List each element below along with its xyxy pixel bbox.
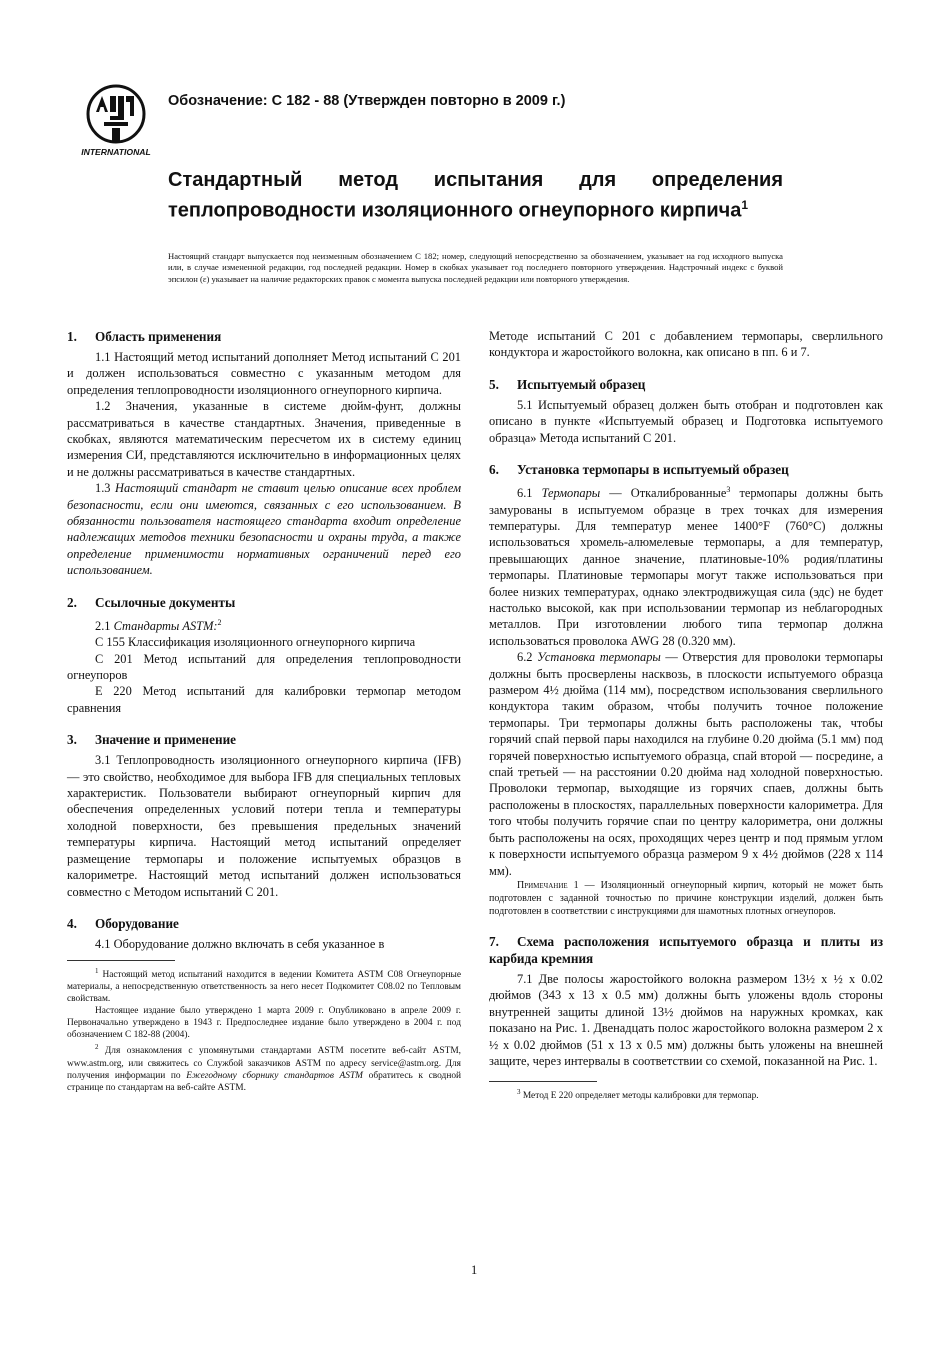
footnote-2: $^2$ Для ознакомления с упомянутыми стандартами ASTM посетите веб-сайт ASTM, www.astm.org, или свяжитесь со Службой заказчиков ASTM по адресу service@astm.org. Для получения информации по Ежегодному сборнику стандартов ASTM обратитесь к сводной странице по стандартам на веб-сайте ASTM.: [67, 1043, 462, 1093]
para-4-1: 4.1 Оборудование должно включать в себя указанное в: [95, 936, 385, 951]
footnote-divider: [489, 1081, 597, 1082]
logo-letters-icon: [96, 96, 134, 142]
para-6-1: 6.1 Термопары — Откалиброванные$^3$ термопары должны быть замурованы в испытуемом образце в трех точках для измерения температуры. Для температур менее 1400°F (760°C) должны использоваться хромель-алюмелевые термопары, а для температур, превышающих данное значение, платиновые-10% родия/платины термопары. Платиновые термопары могут также использоваться при более низких температурах, однако электродвижущая сила (эдс) не будет настолько высокой, как при использовании термопар из неблагородных металлов. При изготовлении любого типа термопар должна использоваться проволока AWG 28 (0.320 мм).: [489, 485, 883, 648]
footnote-ref-3[interactable]: 3: [726, 485, 731, 495]
right-column: [489, 328, 883, 1102]
section-3-heading: 3. Значение и применение: [67, 732, 237, 748]
designation: Обозначение: C 182 - 88 (Утвержден повторно в 2009 г.): [168, 93, 566, 109]
astm-logo: [74, 82, 158, 158]
note-1: Примечание 1 — Изоляционный огнеупорный кирпич, который не может быть подготовлен с заданной точностью по причине конструкции изделий, должен быть подготовлен в соответствии с инструкциями для шамотных плотных огнеупоров.: [489, 879, 883, 917]
para-5-1: 5.1 Испытуемый образец должен быть отобран и подготовлен как описано в пункте «Испытуемый образец и Подготовка испытуемого образца» Метода испытаний C 201.: [489, 397, 883, 445]
left-column: [67, 328, 461, 1094]
footnote-3: $^3$ Метод E 220 определяет методы калибровки для термопар.: [517, 1088, 759, 1102]
para-2-1: 2.1 Стандарты ASTM:$^2$: [95, 617, 222, 633]
footnote-1-approval: Настоящее издание было утверждено 1 марта 2009 г. Опубликовано в апреле 2009 г. Первоначально утверждено в 1943 г. Предпоследнее издание было утверждено в 2004 г. под обозначением C 182-88 (2004).: [67, 1006, 461, 1041]
para-1-1: 1.1 Настоящий метод испытаний дополняет Метод испытаний C 201 и должен использоваться совместно с указанным методом для определения теплопроводности изоляционного огнеупорного кирпича.: [67, 350, 461, 397]
reference-c155: C 155 Классификация изоляционного огнеупорного кирпича: [95, 635, 416, 650]
logo-text: INTERNATIONAL: [81, 147, 151, 157]
section-4-heading: 4. Оборудование: [67, 915, 179, 931]
section-6-heading: 6. Установка термопары в испытуемый образец: [489, 462, 789, 478]
reference-e220: E 220 Метод испытаний для калибровки термопар методом сравнения: [67, 684, 461, 715]
document-title: [168, 168, 783, 224]
intro-text: Настоящий стандарт выпускается под неизменным обозначением C 182; номер, следующий непосредственно за обозначением, указывает на год исходного выпуска или, в случае измененной редакции, год последней редакции. Номер в скобках указывает год последнего повторного утверждения. Надстрочный индекс с буквой эпсилон (ε) указывает на наличие редакторских правок с момента выпуска последней редакции или повторного утверждения.: [168, 251, 783, 284]
para-3-1: 3.1 Теплопроводность изоляционного огнеупорного кирпича (IFB) — это свойство, необходимое для выбора IFB для специальных тепловых характеристик. Пользователи выбирают огнеупорный кирпич для обеспечения определенных условий потери тепла и температуры холодной поверхности, без превышения предельных значений температуры кирпича. Настоящий метод испытаний определяет размещение термопары и положение испытуемых образцов в калориметре. Настоящий метод испытаний должен использоваться совместно с Методом испытаний C 201.: [67, 753, 461, 899]
title-text: Стандартный метод испытания для определения теплопроводности изоляционного огнеупорного кирпича: [168, 169, 783, 222]
section-5-heading: 5. Испытуемый образец: [489, 376, 646, 392]
para-1-3: 1.3 Настоящий стандарт не ставит целью описание всех проблем безопасности, если они имеются, связанных с его использованием. В обязанности пользователя настоящего стандарта входит определение надлежащих методов техники безопасности и охраны труда, а также определение применимости нормативных ограничений перед его использованием.: [67, 481, 461, 578]
footnote-divider: [67, 960, 175, 961]
footnote-ref-2[interactable]: 2: [217, 617, 222, 627]
page-number: 1: [471, 1263, 478, 1277]
title-footnote-mark[interactable]: 1: [741, 198, 749, 212]
section-7-heading: 7. Схема расположения испытуемого образца и плиты из карбида кремния: [489, 933, 883, 966]
reference-c201: C 201 Метод испытаний для определения теплопроводности огнеупоров: [67, 651, 461, 683]
para-4-1-continued: Методе испытаний C 201 с добавлением термопары, сверлильного кондуктора и жаростойкого волокна, как описано в пп. 6 и 7.: [489, 329, 883, 360]
section-2-heading: 2. Ссылочные документы: [67, 594, 236, 610]
para-1-2: 1.2 Значения, указанные в системе дюйм-фунт, должны рассматриваться в качестве стандартных. Значения, приведенные в скобках, являются математическим пересчетом их в систему единиц измерения СИ, представляются исключительно в информационных целях и не должны рассматриваться в качестве стандартных.: [67, 399, 461, 479]
section-1-heading: 1. Область применения: [67, 329, 222, 344]
para-6-2: 6.2 Установка термопары — Отверстия для проволоки термопары должны быть просверлены насквозь, в плоскости испытуемого образца размером 4½ дюйма (114 мм), посредством использования сверлильного кондуктора таким образом, чтобы получить точное положение термопары. Три термопары должны быть расположены так, чтобы горячий спай первой пары находился на глубине 0.20 дюйма (5.1 мм) под горячей поверхностью испытуемого образца, спай второй — посредине, а спай третьей — на расстоянии 0.20 дюйма над холодной поверхностью. Проволоки термопар, выходящие из горячих спаев, должны быть расположены в плоскостях, параллельных поверхности калориметра. Для того чтобы получить горячие спаи по центру калориметра, они должны быть расположены на осях, проходящих через центр и под прямым углом к поверхности испытуемого образца размером 9 x 4½ дюймов (228 x 114 мм).: [489, 650, 883, 878]
footnote-1: $^1$ Настоящий метод испытаний находится в ведении Комитета ASTM C08 Огнеупорные материалы, а непосредственную ответственность за него несет Подкомитет C08.02 по Тепловым свойствам.: [67, 967, 461, 1005]
para-7-1: 7.1 Две полосы жаростойкого волокна размером 13½ x ½ x 0.02 дюймов (343 x 13 x 0.5 мм) должны быть уложены вдоль стороны внутренней защиты длиной 13½ дюймов на наружных кромках, как показано на Рис. 1. Двенадцать полос жаростойкого волокна размером 2 x ½ x 0.02 дюймов (51 x 13 x 0.5 мм) должны быть уложены на внешней защите, через интервалы в соответствии со схемой, показанной на Рис. 1.: [489, 971, 883, 1068]
